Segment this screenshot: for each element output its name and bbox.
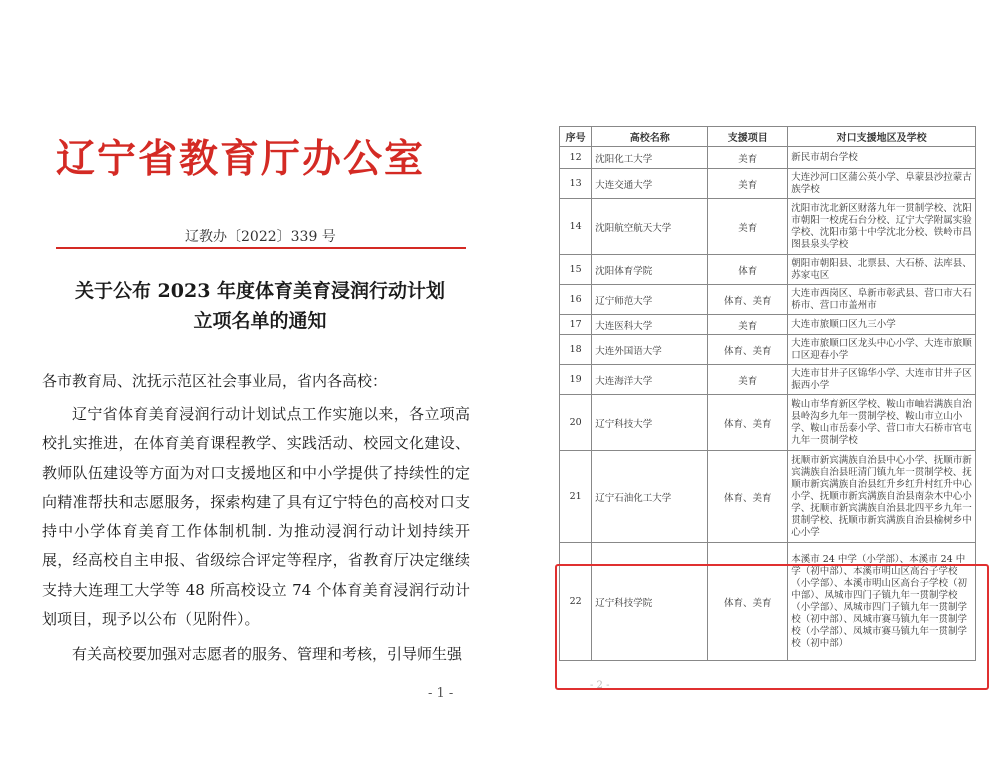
cell-project: 体育 (708, 255, 788, 285)
cell-no: 15 (560, 255, 592, 285)
cell-area: 本溪市 24 中学（小学部）、本溪市 24 中学（初中部）、本溪市明山区高台子学校（小学部）、本溪市明山区高台子学校（初中部）、凤城市四门子镇九年一贯制学校（小学部）、凤城市四门子镇九年一贯制学校（初中部）、凤城市赛马镇九年一贯制学校（小学部）、凤城市赛马镇九年一贯制学校（初中部） (788, 543, 976, 661)
cell-no: 14 (560, 199, 592, 255)
cell-school: 辽宁科技学院 (592, 543, 708, 661)
cell-no: 22 (560, 543, 592, 661)
cell-no: 21 (560, 451, 592, 543)
cell-school: 辽宁石油化工大学 (592, 451, 708, 543)
red-divider (56, 247, 466, 249)
cell-no: 12 (560, 147, 592, 169)
cell-school: 辽宁科技大学 (592, 395, 708, 451)
cell-project: 美育 (708, 315, 788, 335)
cell-no: 19 (560, 365, 592, 395)
table-row (560, 147, 976, 169)
right-page-number: - 2 - (590, 680, 610, 691)
cell-no: 13 (560, 169, 592, 199)
table-row (560, 255, 976, 285)
cell-project: 体育、美育 (708, 543, 788, 661)
document-number: 辽教办〔2022〕339 号 (185, 229, 336, 245)
page-number: - 1 - (428, 686, 454, 701)
table-row (560, 395, 976, 451)
cell-school: 大连外国语大学 (592, 335, 708, 365)
cell-school: 大连医科大学 (592, 315, 708, 335)
header-area: 对口支援地区及学校 (788, 127, 976, 147)
table-header-row (560, 127, 976, 147)
notice-title-line2: 立项名单的通知 (193, 310, 327, 332)
notice-title (40, 276, 480, 336)
cell-area: 鞍山市华育新区学校、鞍山市岫岩满族自治县岭沟乡九年一贯制学校、鞍山市立山小学、鞍山市岳泰小学、营口市大石桥市官屯九年一贯制学校 (788, 395, 976, 451)
cell-area: 沈阳市沈北新区财落九年一贯制学校、沈阳市朝阳一校虎石台分校、辽宁大学附属实验学校、沈阳市第十中学沈北分校、铁岭市昌图县泉头学校 (788, 199, 976, 255)
cell-project: 美育 (708, 365, 788, 395)
cell-school: 沈阳航空航天大学 (592, 199, 708, 255)
cell-area: 大连市旅顺口区九三小学 (788, 315, 976, 335)
highlight-box (555, 564, 989, 690)
cell-no: 17 (560, 315, 592, 335)
cell-area: 大连沙河口区蒲公英小学、阜蒙县沙拉蒙古族学校 (788, 169, 976, 199)
header-project: 支援项目 (708, 127, 788, 147)
notice-title-line1: 关于公布 2023 年度体育美育浸润行动计划 (74, 280, 446, 302)
header-school: 高校名称 (592, 127, 708, 147)
cell-area: 大连市甘井子区锦华小学、大连市甘井子区振西小学 (788, 365, 976, 395)
cell-project: 体育、美育 (708, 335, 788, 365)
table-row (560, 199, 976, 255)
cell-school: 大连交通大学 (592, 169, 708, 199)
cell-project: 美育 (708, 147, 788, 169)
cell-project: 体育、美育 (708, 395, 788, 451)
cell-area: 抚顺市新宾满族自治县中心小学、抚顺市新宾满族自治县旺清门镇九年一贯制学校、抚顺市新宾满族自治县红升乡红升村红升中心小学、抚顺市新宾满族自治县南杂木中心小学、抚顺市新宾满族自治县北四平乡九年一贯制学校、抚顺市新宾满族自治县榆树乡中心小学 (788, 451, 976, 543)
cell-project: 体育、美育 (708, 451, 788, 543)
paragraph-2: 有关高校要加强对志愿者的服务、管理和考核，引导师生强 (72, 645, 463, 664)
cell-area: 朝阳市朝阳县、北票县、大石桥、法库县、苏家屯区 (788, 255, 976, 285)
table-row (560, 315, 976, 335)
cell-no: 20 (560, 395, 592, 451)
office-title: 辽宁省教育厅办公室 (56, 136, 426, 182)
table-row (560, 335, 976, 365)
cell-area: 大连市西岗区、阜新市彰武县、营口市大石桥市、营口市盖州市 (788, 285, 976, 315)
cell-project: 美育 (708, 169, 788, 199)
table-row (560, 169, 976, 199)
addressee: 各市教育局、沈抚示范区社会事业局，省内各高校： (42, 372, 388, 390)
cell-school: 大连海洋大学 (592, 365, 708, 395)
cell-area: 新民市胡台学校 (788, 147, 976, 169)
cell-school: 沈阳化工大学 (592, 147, 708, 169)
cell-project: 美育 (708, 199, 788, 255)
header-no: 序号 (560, 127, 592, 147)
table-row (560, 365, 976, 395)
cell-school: 沈阳体育学院 (592, 255, 708, 285)
body-text (42, 400, 470, 670)
cell-area: 大连市旅顺口区龙头中心小学、大连市旅顺口区迎春小学 (788, 335, 976, 365)
cell-school: 辽宁师范大学 (592, 285, 708, 315)
table-row (560, 285, 976, 315)
cell-no: 18 (560, 335, 592, 365)
paragraph-1: 辽宁省体育美育浸润行动计划试点工作实施以来，各立项高校扎实推进，在体育美育课程教学、实践活动、校园文化建设、教师队伍建设等方面为对口支援地区和中小学提供了持续性的定向精准帮扶和志愿服务，探索构建了具有辽宁特色的高校对口支持中小学体育美育工作体制机制. 为推动浸润行动计划持续开展，经高校自主申报、省级综合评定等程序，省教育厅决定继续支持大连理工大学等 48 所高校设立 74 个体育美育浸润行动计划项目，现予以公布（见附件）。 (42, 405, 470, 629)
table-row (560, 451, 976, 543)
cell-no: 16 (560, 285, 592, 315)
cell-project: 体育、美育 (708, 285, 788, 315)
